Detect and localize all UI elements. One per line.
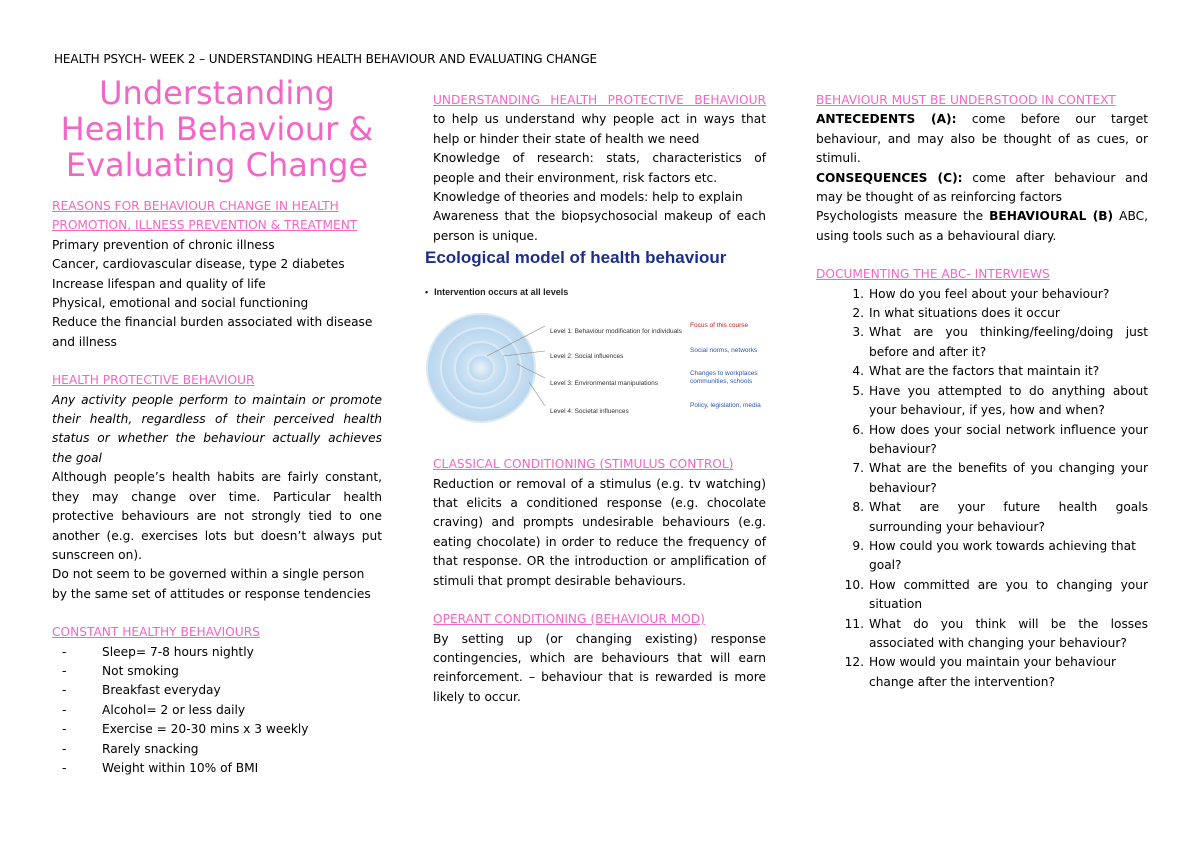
column-1 (52, 74, 382, 778)
level-label: Level 2: Social influences (550, 353, 624, 361)
consequences-paragraph (816, 169, 1148, 208)
reasons-line: Physical, emotional and social functioning (52, 296, 309, 311)
level-note: Policy, legislation, media (690, 402, 761, 410)
protective-definition: Any activity people perform to maintain or promote their health, regardless of their perceived health status or whether the behaviour actually achieves the goal (52, 392, 382, 465)
level-note: Focus of this course (690, 322, 749, 330)
section-heading-protective: HEALTH PROTECTIVE BEHAVIOUR (52, 373, 255, 388)
protective-paragraph: Do not seem to be governed within a single person by the same set of attitudes or response tendencies (52, 567, 371, 601)
constant-behaviours-list (52, 643, 382, 779)
list-item: - Rarely snacking (52, 740, 382, 759)
understanding-line: Knowledge of research: stats, characteristics of people and their environment, risk factors etc. (433, 151, 766, 185)
operant-text: By setting up (or changing existing) response contingencies, which are behaviours that will earn reinforcement. – behaviour that is rewarded is more likely to occur. (433, 631, 766, 704)
level-label: Level 1: Behaviour modification for individuals (550, 328, 682, 336)
column-2 (425, 91, 766, 707)
section-heading-operant: OPERANT CONDITIONING (BEHAVIOUR MOD) (433, 612, 705, 627)
section-heading-understanding: UNDERSTANDING HEALTH PROTECTIVE BEHAVIOUR (433, 93, 766, 107)
section-heading-constant: CONSTANT HEALTHY BEHAVIOURS (52, 625, 260, 640)
list-item: 11. What do you think will be the losses associated with changing your behaviour? (844, 616, 1148, 650)
list-item: 4. What are the factors that maintain it? (852, 364, 1100, 379)
list-item: 8. What are your future health goals surrounding your behaviour? (852, 500, 1148, 534)
figure-bullet: • Intervention occurs at all levels (425, 283, 568, 302)
reasons-line: Reduce the financial burden associated with disease and illness (52, 315, 373, 349)
circle-level-1 (468, 355, 494, 381)
consequences-label: CONSEQUENCES (C): (816, 170, 963, 185)
list-item: - Alcohol= 2 or less daily (52, 701, 382, 720)
list-item: 5. Have you attempted to do anything about your behaviour, if yes, how and when? (852, 383, 1148, 418)
list-item: 10. How committed are you to changing your situation (844, 577, 1148, 612)
list-item: 3. What are you thinking/feeling/doing just before and after it? (852, 325, 1148, 359)
antecedents-text: come before our target behaviour, and may also be thought of as cues, or stimuli. (816, 112, 1149, 166)
figure-title: Ecological model of health behaviour (425, 248, 727, 268)
page-title: Understanding Health Behaviour & Evaluating Change (60, 74, 374, 184)
measure-text: ABC, using tools such as a behavioural diary. (816, 209, 1148, 243)
list-item: 12. How would you maintain your behaviour change after the intervention? (844, 655, 1117, 689)
level-label: Level 4: Societal influences (550, 408, 629, 416)
column-3 (816, 91, 1148, 692)
reasons-line: Increase lifespan and quality of life (52, 276, 266, 291)
understanding-line: Awareness that the biopsychosocial makeup of each person is unique. (433, 209, 766, 243)
list-item: 6. How does your social network influence your behaviour? (852, 422, 1148, 456)
level-note: Social norms, networks (690, 347, 758, 355)
understanding-line: to help us understand why people act in ways that help or hinder their state of health we need (433, 112, 766, 146)
section-heading-interviews: DOCUMENTING THE ABC- INTERVIEWS (816, 267, 1050, 282)
ecological-model-figure (425, 248, 795, 453)
level-note: Changes to workplaces communities, schools (690, 370, 758, 386)
reasons-line: Cancer, cardiovascular disease, type 2 diabetes (52, 257, 345, 272)
list-item: - Weight within 10% of BMI (52, 759, 382, 778)
antecedents-paragraph (816, 110, 1148, 168)
protective-paragraph: Although people’s health habits are fairly constant, they may change over time. Particular health protective behaviours are not strongly tied to one another (e.g. exercises lots but doesn’t always put sunscreen on). (52, 470, 382, 562)
list-item: - Sleep= 7-8 hours nightly (52, 643, 382, 662)
reasons-line: Primary prevention of chronic illness (52, 237, 275, 252)
section-heading-classical: CLASSICAL CONDITIONING (STIMULUS CONTROL) (433, 457, 734, 472)
section-heading-context: BEHAVIOUR MUST BE UNDERSTOOD IN CONTEXT (816, 93, 1116, 107)
document-header: HEALTH PSYCH- WEEK 2 – UNDERSTANDING HEALTH BEHAVIOUR AND EVALUATING CHANGE (54, 52, 598, 66)
list-item: 9. How could you work towards achieving that goal? (852, 538, 1136, 573)
list-item: - Exercise = 20-30 mins x 3 weekly (52, 720, 382, 739)
list-item: - Breakfast everyday (52, 681, 382, 700)
classical-text: Reduction or removal of a stimulus (e.g. tv watching) that elicits a conditioned response (e.g. chocolate craving) and prompts undesirable behaviours (e.g. eating chocolate) in order to reduce the frequency of that response. OR the introduction or amplification of stimuli that prompt desirable behaviours. (433, 476, 766, 588)
list-item: 1. How do you feel about your behaviour? (852, 286, 1110, 301)
list-item: - Not smoking (52, 662, 382, 681)
list-item: 7. What are the benefits of you changing your behaviour? (852, 461, 1148, 495)
list-item: 2. In what situations does it occur (852, 306, 1060, 321)
level-label: Level 3: Environmental manipulations (550, 380, 659, 388)
understanding-line: Knowledge of theories and models: help to explain (433, 190, 743, 205)
measure-text: Psychologists measure the (816, 209, 984, 224)
measure-bold: BEHAVIOURAL (B) (989, 209, 1114, 224)
interview-questions-list (816, 285, 1148, 693)
consequences-text: come after behaviour and may be thought of as reinforcing factors (816, 170, 1148, 205)
section-heading-reasons: REASONS FOR BEHAVIOUR CHANGE IN HEALTH PROMOTION, ILLNESS PREVENTION & TREATMENT (52, 199, 358, 233)
antecedents-label: ANTECEDENTS (A): (816, 112, 957, 127)
measure-paragraph (816, 207, 1148, 246)
